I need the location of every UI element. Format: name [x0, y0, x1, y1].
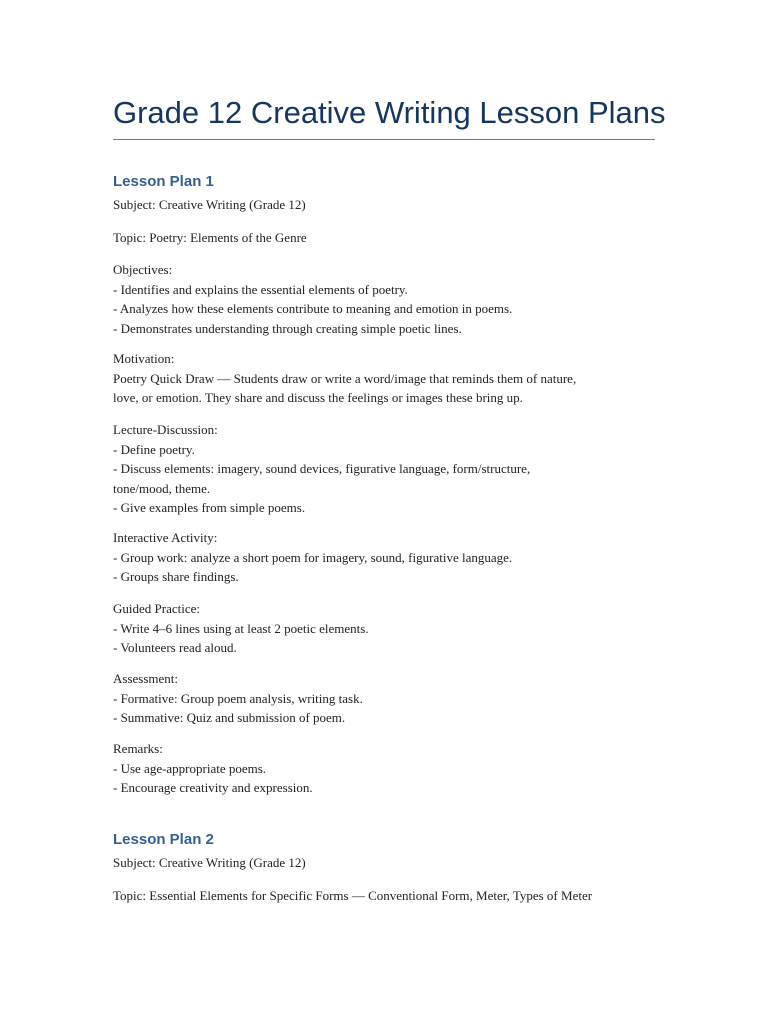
lesson-1-topic [113, 228, 655, 248]
lesson-1-heading: Lesson Plan 1 [113, 173, 214, 190]
lesson-1-remarks [113, 739, 655, 798]
motivation-text: love, or emotion. They share and discuss the feelings or images these bring up. [113, 390, 523, 405]
objective-item: - Analyzes how these elements contribute to meaning and emotion in poems. [113, 301, 513, 316]
remarks-item: - Use age-appropriate poems. [113, 760, 267, 776]
lecture-item: - Define poetry. [113, 441, 195, 457]
objective-item: - Identifies and explains the essential elements of poetry. [113, 281, 408, 297]
lesson-2-subject [113, 853, 655, 873]
guided-label: Guided Practice: [113, 601, 200, 616]
interactive-item: - Group work: analyze a short poem for imagery, sound, figurative language. [113, 549, 513, 565]
assessment-label: Assessment: [113, 671, 178, 686]
title-divider [113, 139, 655, 140]
subject-line: Subject: Creative Writing (Grade 12) [113, 197, 306, 212]
assessment-item: - Summative: Quiz and submission of poem. [113, 710, 346, 725]
lecture-item: - Give examples from simple poems. [113, 500, 306, 515]
lecture-label: Lecture-Discussion: [113, 422, 218, 437]
lesson-1-assessment [113, 669, 655, 728]
lesson-2-topic [113, 886, 655, 906]
guided-item: - Volunteers read aloud. [113, 640, 237, 655]
lesson-1-lecture [113, 420, 655, 518]
lecture-item: tone/mood, theme. [113, 480, 211, 496]
lesson-1-objectives [113, 260, 655, 338]
remarks-label: Remarks: [113, 741, 163, 756]
lesson-1-interactive [113, 528, 655, 587]
guided-item: - Write 4–6 lines using at least 2 poetic elements. [113, 620, 369, 636]
motivation-label: Motivation: [113, 351, 175, 366]
interactive-item: - Groups share findings. [113, 569, 239, 584]
objective-item: - Demonstrates understanding through creating simple poetic lines. [113, 320, 462, 336]
lecture-item: - Discuss elements: imagery, sound devices, figurative language, form/structure, [113, 461, 531, 476]
lesson-1-guided [113, 599, 655, 658]
assessment-item: - Formative: Group poem analysis, writing task. [113, 690, 363, 706]
lesson-1-motivation [113, 349, 655, 408]
subject-line: Subject: Creative Writing (Grade 12) [113, 855, 306, 870]
lesson-2-heading: Lesson Plan 2 [113, 831, 214, 848]
document-title: Grade 12 Creative Writing Lesson Plans [113, 95, 666, 130]
objectives-label: Objectives: [113, 262, 173, 277]
topic-line: Topic: Essential Elements for Specific Forms — Conventional Form, Meter, Types of Meter [113, 888, 593, 903]
motivation-text: Poetry Quick Draw — Students draw or write a word/image that reminds them of nature, [113, 370, 577, 386]
lesson-1-subject [113, 195, 655, 215]
interactive-label: Interactive Activity: [113, 530, 218, 545]
remarks-item: - Encourage creativity and expression. [113, 780, 313, 795]
topic-line: Topic: Poetry: Elements of the Genre [113, 230, 307, 245]
